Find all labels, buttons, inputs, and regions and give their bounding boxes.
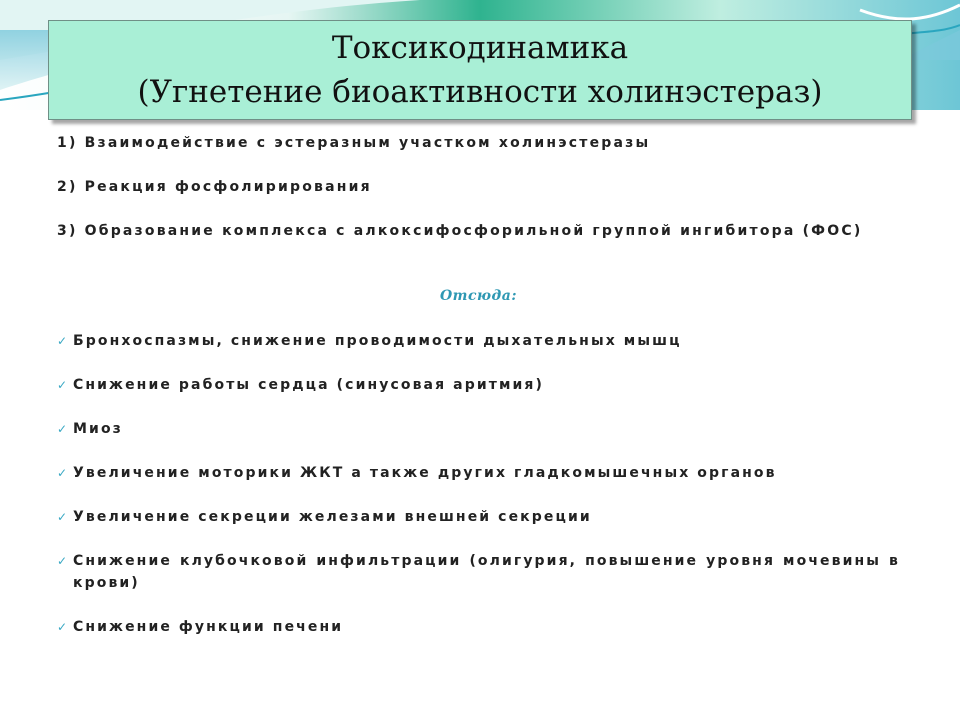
effect-text: Снижение работы сердца (синусовая аритмия) xyxy=(73,377,544,393)
effect-text: Бронхоспазмы, снижение проводимости дыхательных мышц xyxy=(73,333,682,349)
checkmark-icon: ✓ xyxy=(57,466,68,480)
checkmark-icon: ✓ xyxy=(57,378,68,392)
list-item xyxy=(57,330,900,352)
slide-title-box xyxy=(48,20,912,120)
effect-text: Снижение функции печени xyxy=(73,619,344,635)
mechanism-item-2: 2) Реакция фосфолирирования xyxy=(57,179,372,195)
list-item xyxy=(57,506,900,528)
mechanism-item-3: 3) Образование комплекса с алкоксифосфорильной группой ингибитора (ФОС) xyxy=(57,223,863,239)
list-item xyxy=(57,550,900,594)
list-item xyxy=(57,418,900,440)
list-item xyxy=(57,462,900,484)
checkmark-icon: ✓ xyxy=(57,620,68,634)
list-item xyxy=(57,616,900,638)
effect-text: Увеличение секреции железами внешней секреции xyxy=(73,509,592,525)
effect-text: Миоз xyxy=(73,421,123,437)
checkmark-icon: ✓ xyxy=(57,554,68,568)
mechanism-item-1: 1) Взаимодействие с эстеразным участком холинэстеразы xyxy=(57,135,651,151)
checkmark-icon: ✓ xyxy=(57,510,68,524)
checkmark-icon: ✓ xyxy=(57,422,68,436)
slide-subtitle: (Угнетение биоактивности холинэстераз) xyxy=(137,74,823,110)
effect-text: Снижение клубочковой инфильтрации (олигурия, повышение уровня мочевины в крови) xyxy=(73,553,900,591)
effect-text: Увеличение моторики ЖКТ а также других гладкомышечных органов xyxy=(73,465,777,481)
hence-label: Отсюда: xyxy=(439,288,518,304)
list-item xyxy=(57,374,900,396)
checkmark-icon: ✓ xyxy=(57,334,68,348)
slide-title: Токсикодинамика xyxy=(331,30,629,66)
